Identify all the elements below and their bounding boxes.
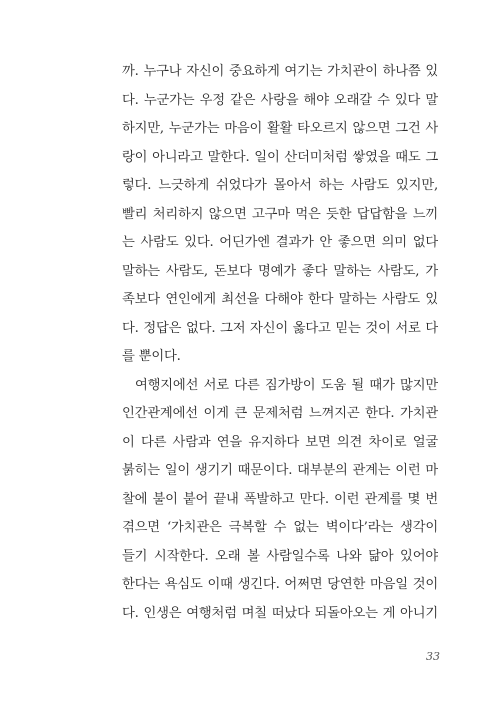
text-line: 까. 누구나 자신이 중요하게 여기는 가치관이 하나쯤 있 (122, 64, 438, 79)
text-line: 렇다. 느긋하게 쉬었다가 몰아서 하는 사람도 있지만, (122, 178, 438, 193)
text-line: 는 사람도 있다. 어딘가엔 결과가 안 좋으면 의미 없다 (122, 235, 438, 250)
text-line: 인간관계에선 이게 큰 문제처럼 느껴지곤 한다. 가치관 (122, 406, 438, 421)
text-line: 들기 시작한다. 오래 볼 사람일수록 나와 닮아 있어야 (122, 548, 438, 564)
text-line: 겪으면 ‘가치관은 극복할 수 없는 벽이다’라는 생각이 (122, 520, 438, 535)
text-line: 여행지에선 서로 다른 짐가방이 도움 될 때가 많지만 (135, 377, 438, 393)
text-line: 를 뿐이다. (122, 349, 181, 364)
text-line: 한다는 욕심도 이때 생긴다. 어쩌면 당연한 마음일 것이 (122, 577, 438, 592)
text-line: 이 다른 사람과 연을 유지하다 보면 의견 차이로 얼굴 (122, 434, 438, 450)
text-line: 랑이 아니라고 말한다. 일이 산더미처럼 쌓였을 때도 그 (122, 149, 438, 165)
text-line: 다. 정답은 없다. 그저 자신이 옳다고 믿는 것이 서로 다 (122, 320, 438, 336)
text-line: 붉히는 일이 생기기 때문이다. 대부분의 관계는 이런 마 (122, 463, 438, 478)
text-line: 빨리 처리하지 않으면 고구마 먹은 듯한 답답함을 느끼 (122, 206, 438, 222)
body-text (122, 58, 438, 628)
text-line: 다. 누군가는 우정 같은 사랑을 해야 오래갈 수 있다 말 (122, 92, 438, 108)
text-line: 다. 인생은 여행처럼 며칠 떠났다 되돌아오는 게 아니기 (122, 605, 438, 621)
text-line: 말하는 사람도, 돈보다 명예가 좋다 말하는 사람도, 가 (122, 263, 438, 279)
text-line: 찰에 불이 붙어 끝내 폭발하고 만다. 이런 관계를 몇 번 (122, 491, 438, 507)
text-line: 족보다 연인에게 최선을 다해야 한다 말하는 사람도 있 (122, 292, 438, 307)
page-number: 33 (426, 650, 440, 663)
text-line: 하지만, 누군가는 마음이 활활 타오르지 않으면 그건 사 (122, 121, 438, 136)
